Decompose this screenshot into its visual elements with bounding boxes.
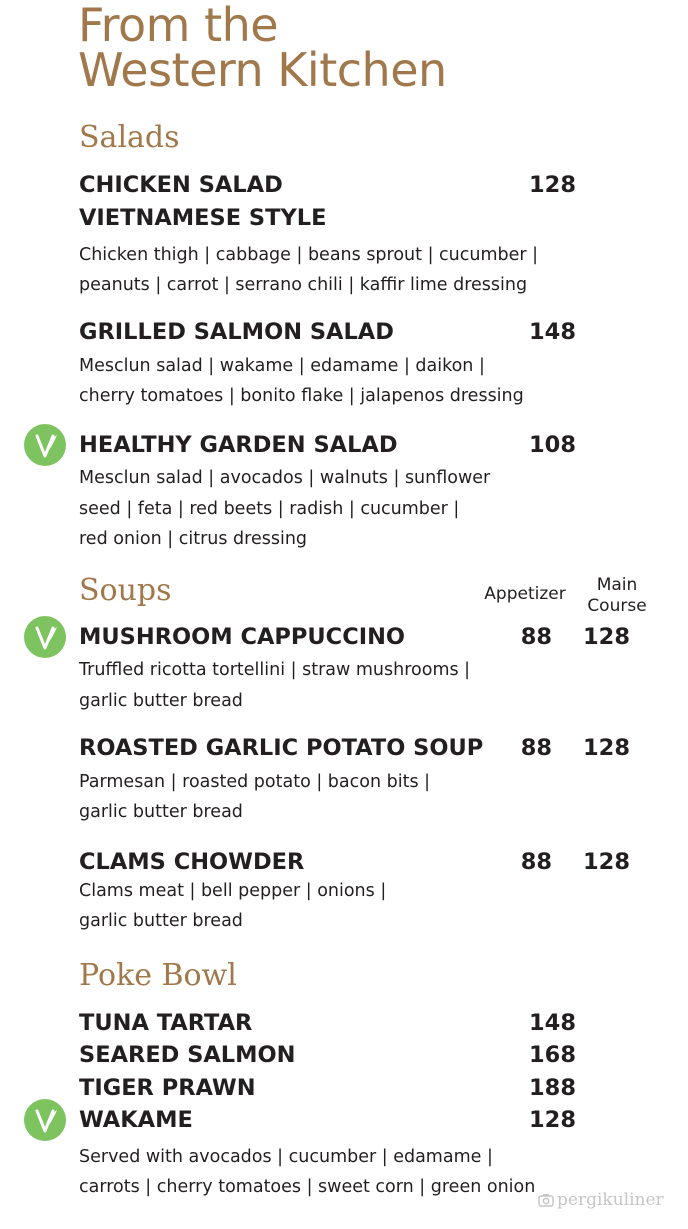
leaf-v-icon <box>24 1099 66 1141</box>
item-name: GRILLED SALMON SALAD <box>79 319 394 345</box>
menu-title-line1: From the <box>78 0 279 52</box>
item-price: 148 <box>529 319 576 345</box>
item-price: 188 <box>529 1075 576 1101</box>
item-description: Parmesan | roasted potato | bacon bits | <box>79 772 431 792</box>
item-price-appetizer: 88 <box>520 735 552 761</box>
item-name: WAKAME <box>79 1107 193 1133</box>
item-price-appetizer: 88 <box>520 624 552 650</box>
item-description: Chicken thigh | cabbage | beans sprout | cucumber | <box>79 245 539 265</box>
item-description: carrots | cherry tomatoes | sweet corn | green onion <box>79 1177 536 1197</box>
item-name: ROASTED GARLIC POTATO SOUP <box>79 735 484 761</box>
item-name: VIETNAMESE STYLE <box>79 205 327 231</box>
column-header-appetizer: Appetizer <box>484 584 566 604</box>
item-description: Mesclun salad | avocados | walnuts | sunflower <box>79 468 491 488</box>
item-name: TIGER PRAWN <box>79 1075 256 1101</box>
item-price-main: 128 <box>583 624 630 650</box>
item-description: peanuts | carrot | serrano chili | kaffir lime dressing <box>79 275 528 295</box>
leaf-v-icon <box>24 424 66 466</box>
item-description: red onion | citrus dressing <box>79 529 308 549</box>
section-heading-salads: Salads <box>79 120 180 155</box>
watermark <box>538 1190 664 1210</box>
item-description: seed | feta | red beets | radish | cucumber | <box>79 499 460 519</box>
item-price: 148 <box>529 1010 576 1036</box>
camera-icon <box>538 1193 554 1207</box>
item-description: Truffled ricotta tortellini | straw mushrooms | <box>79 660 471 680</box>
watermark-text: pergikuliner <box>557 1190 664 1210</box>
item-price-appetizer: 88 <box>520 849 552 875</box>
leaf-v-icon <box>24 616 66 658</box>
column-header-main: Main <box>596 575 638 595</box>
menu-title-line2: Western Kitchen <box>78 43 447 97</box>
item-price: 128 <box>529 172 576 198</box>
item-description: Served with avocados | cucumber | edamame | <box>79 1147 493 1167</box>
item-price: 128 <box>529 1107 576 1133</box>
column-header-main: Course <box>587 596 647 616</box>
item-name: HEALTHY GARDEN SALAD <box>79 432 398 458</box>
item-name: CHICKEN SALAD <box>79 172 283 198</box>
item-price-main: 128 <box>583 735 630 761</box>
item-description: Clams meat | bell pepper | onions | <box>79 881 387 901</box>
item-description: garlic butter bread <box>79 691 243 711</box>
item-description: garlic butter bread <box>79 911 243 931</box>
item-price: 168 <box>529 1042 576 1068</box>
item-description: cherry tomatoes | bonito flake | jalapenos dressing <box>79 386 524 406</box>
item-price: 108 <box>529 432 576 458</box>
item-price-main: 128 <box>583 849 630 875</box>
item-name: CLAMS CHOWDER <box>79 849 305 875</box>
section-heading-soups: Soups <box>79 573 172 608</box>
item-name: SEARED SALMON <box>79 1042 296 1068</box>
item-name: TUNA TARTAR <box>79 1010 253 1036</box>
section-heading-poke-bowl: Poke Bowl <box>79 958 237 993</box>
item-description: Mesclun salad | wakame | edamame | daikon | <box>79 356 485 376</box>
item-name: MUSHROOM CAPPUCCINO <box>79 624 406 650</box>
item-description: garlic butter bread <box>79 802 243 822</box>
